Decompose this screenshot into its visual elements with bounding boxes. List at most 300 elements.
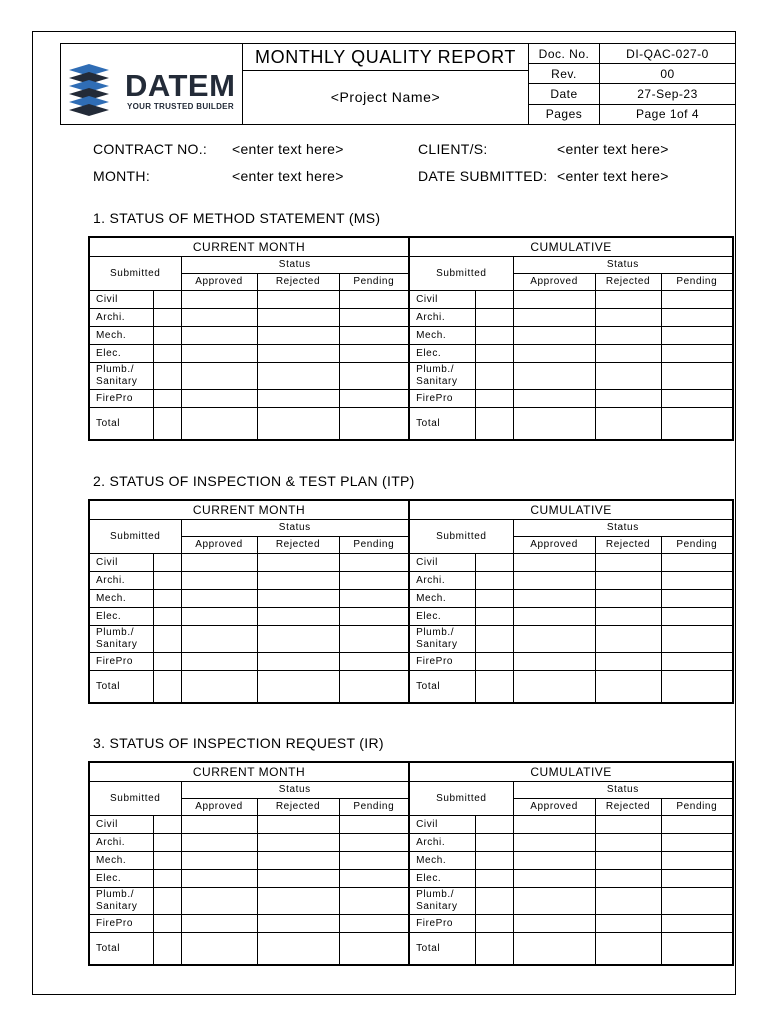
table-row — [89, 363, 733, 390]
discipline-label: Archi. — [89, 572, 153, 590]
table-row — [89, 834, 733, 852]
approved-header: Approved — [513, 274, 595, 291]
entry-cell[interactable] — [595, 572, 661, 590]
entry-cell[interactable] — [475, 345, 513, 363]
entry-cell[interactable] — [257, 671, 339, 704]
entry-cell[interactable] — [475, 915, 513, 933]
entry-cell[interactable] — [339, 408, 409, 441]
submitted-header: Submitted — [409, 257, 513, 291]
table-row — [89, 327, 733, 345]
table-row — [89, 390, 733, 408]
entry-cell[interactable] — [661, 653, 733, 671]
entry-cell[interactable] — [661, 915, 733, 933]
entry-cell[interactable] — [181, 915, 257, 933]
entry-cell[interactable] — [661, 888, 733, 915]
entry-cell[interactable] — [595, 345, 661, 363]
entry-cell[interactable] — [661, 363, 733, 390]
discipline-label: Elec. — [409, 870, 475, 888]
entry-cell[interactable] — [661, 309, 733, 327]
entry-cell[interactable] — [181, 653, 257, 671]
entry-cell[interactable] — [475, 572, 513, 590]
discipline-label: Civil — [409, 554, 475, 572]
entry-cell[interactable] — [257, 852, 339, 870]
discipline-label: Archi. — [409, 834, 475, 852]
entry-cell[interactable] — [153, 852, 181, 870]
discipline-label: Plumb./ Sanitary — [409, 888, 475, 915]
entry-cell[interactable] — [339, 834, 409, 852]
entry-cell[interactable] — [513, 345, 595, 363]
entry-cell[interactable] — [339, 671, 409, 704]
entry-cell[interactable] — [475, 554, 513, 572]
entry-cell[interactable] — [513, 915, 595, 933]
entry-cell[interactable] — [595, 408, 661, 441]
date-submitted-label: DATE SUBMITTED: — [418, 168, 548, 184]
entry-cell[interactable] — [661, 408, 733, 441]
submitted-header: Submitted — [89, 257, 181, 291]
discipline-label: Elec. — [409, 608, 475, 626]
discipline-label: FirePro — [409, 390, 475, 408]
entry-cell[interactable] — [339, 852, 409, 870]
meta-label: Pages — [529, 104, 600, 124]
table-row — [89, 408, 733, 441]
discipline-label: Mech. — [89, 590, 153, 608]
discipline-label: Civil — [89, 554, 153, 572]
entry-cell[interactable] — [475, 834, 513, 852]
meta-value: 00 — [600, 64, 736, 84]
entry-cell[interactable] — [181, 408, 257, 441]
entry-cell[interactable] — [595, 363, 661, 390]
entry-cell[interactable] — [181, 933, 257, 966]
entry-cell[interactable] — [339, 327, 409, 345]
entry-cell[interactable] — [257, 870, 339, 888]
submitted-header: Submitted — [409, 520, 513, 554]
entry-cell[interactable] — [513, 653, 595, 671]
entry-cell[interactable] — [339, 363, 409, 390]
entry-cell[interactable] — [181, 834, 257, 852]
entry-cell[interactable] — [339, 390, 409, 408]
pending-header: Pending — [339, 537, 409, 554]
entry-cell[interactable] — [153, 671, 181, 704]
entry-cell[interactable] — [661, 390, 733, 408]
cumulative-header: CUMULATIVE — [409, 762, 733, 782]
pending-header: Pending — [661, 799, 733, 816]
itp-status-table — [88, 499, 734, 704]
entry-cell[interactable] — [595, 554, 661, 572]
entry-cell[interactable] — [475, 870, 513, 888]
entry-cell[interactable] — [513, 852, 595, 870]
submitted-header: Submitted — [89, 782, 181, 816]
entry-cell[interactable] — [339, 933, 409, 966]
entry-cell[interactable] — [181, 870, 257, 888]
entry-cell[interactable] — [257, 933, 339, 966]
entry-cell[interactable] — [339, 888, 409, 915]
status-header: Status — [513, 257, 733, 274]
report-title: MONTHLY QUALITY REPORT — [243, 44, 529, 71]
entry-cell[interactable] — [257, 327, 339, 345]
table-header-row — [89, 237, 733, 257]
discipline-label: Elec. — [89, 608, 153, 626]
entry-cell[interactable] — [339, 554, 409, 572]
discipline-label: Civil — [89, 291, 153, 309]
entry-cell[interactable] — [475, 309, 513, 327]
entry-cell[interactable] — [595, 590, 661, 608]
table-row — [89, 653, 733, 671]
entry-cell[interactable] — [153, 327, 181, 345]
table-row — [89, 309, 733, 327]
entry-cell[interactable] — [513, 390, 595, 408]
entry-cell[interactable] — [339, 915, 409, 933]
entry-cell[interactable] — [153, 888, 181, 915]
discipline-label: Total — [89, 408, 153, 441]
discipline-label: Archi. — [89, 834, 153, 852]
discipline-label: Archi. — [89, 309, 153, 327]
entry-cell[interactable] — [475, 327, 513, 345]
entry-cell[interactable] — [153, 626, 181, 653]
entry-cell[interactable] — [257, 291, 339, 309]
table-row — [89, 671, 733, 704]
entry-cell[interactable] — [513, 626, 595, 653]
entry-cell[interactable] — [339, 653, 409, 671]
logo-wordmark: DATEM — [125, 68, 236, 103]
discipline-label: Plumb./ Sanitary — [89, 626, 153, 653]
table-row — [89, 572, 733, 590]
entry-cell[interactable] — [153, 291, 181, 309]
entry-cell[interactable] — [661, 590, 733, 608]
entry-cell[interactable] — [339, 626, 409, 653]
entry-cell[interactable] — [513, 554, 595, 572]
entry-cell[interactable] — [595, 852, 661, 870]
pending-header: Pending — [339, 274, 409, 291]
entry-cell[interactable] — [153, 915, 181, 933]
entry-cell[interactable] — [153, 390, 181, 408]
discipline-label: Mech. — [409, 327, 475, 345]
table-row — [89, 870, 733, 888]
meta-row — [529, 104, 735, 124]
pending-header: Pending — [661, 274, 733, 291]
entry-cell[interactable] — [153, 653, 181, 671]
table-row — [89, 888, 733, 915]
entry-cell[interactable] — [595, 933, 661, 966]
entry-cell[interactable] — [181, 327, 257, 345]
discipline-label: Elec. — [89, 870, 153, 888]
table-row — [89, 554, 733, 572]
rejected-header: Rejected — [257, 799, 339, 816]
entry-cell[interactable] — [181, 888, 257, 915]
entry-cell[interactable] — [595, 291, 661, 309]
discipline-label: Mech. — [89, 852, 153, 870]
rejected-header: Rejected — [257, 537, 339, 554]
entry-cell[interactable] — [257, 590, 339, 608]
table-row — [89, 626, 733, 653]
entry-cell[interactable] — [153, 408, 181, 441]
entry-cell[interactable] — [339, 572, 409, 590]
entry-cell[interactable] — [595, 608, 661, 626]
entry-cell[interactable] — [595, 653, 661, 671]
entry-cell[interactable] — [475, 390, 513, 408]
month-field[interactable]: <enter text here> — [232, 168, 344, 184]
table-row — [89, 816, 733, 834]
discipline-label: Plumb./ Sanitary — [89, 888, 153, 915]
discipline-label: Elec. — [89, 345, 153, 363]
discipline-label: Civil — [409, 291, 475, 309]
entry-cell[interactable] — [513, 590, 595, 608]
entry-cell[interactable] — [257, 888, 339, 915]
discipline-label: FirePro — [89, 390, 153, 408]
discipline-label: Total — [409, 408, 475, 441]
rejected-header: Rejected — [595, 537, 661, 554]
pending-header: Pending — [339, 799, 409, 816]
entry-cell[interactable] — [257, 653, 339, 671]
approved-header: Approved — [513, 799, 595, 816]
logo-tagline: YOUR TRUSTED BUILDER — [127, 102, 234, 111]
entry-cell[interactable] — [257, 554, 339, 572]
discipline-label: Plumb./ Sanitary — [409, 363, 475, 390]
entry-cell[interactable] — [595, 834, 661, 852]
entry-cell[interactable] — [595, 816, 661, 834]
entry-cell[interactable] — [661, 608, 733, 626]
client-label: CLIENT/S: — [418, 141, 488, 157]
entry-cell[interactable] — [661, 816, 733, 834]
entry-cell[interactable] — [475, 933, 513, 966]
contract-no-label: CONTRACT NO.: — [93, 141, 208, 157]
entry-cell[interactable] — [153, 554, 181, 572]
entry-cell[interactable] — [513, 327, 595, 345]
entry-cell[interactable] — [181, 852, 257, 870]
discipline-label: Mech. — [409, 590, 475, 608]
entry-cell[interactable] — [181, 626, 257, 653]
entry-cell[interactable] — [475, 590, 513, 608]
discipline-label: Total — [409, 671, 475, 704]
entry-cell[interactable] — [595, 870, 661, 888]
approved-header: Approved — [181, 537, 257, 554]
entry-cell[interactable] — [475, 608, 513, 626]
entry-cell[interactable] — [257, 345, 339, 363]
entry-cell[interactable] — [339, 345, 409, 363]
entry-cell[interactable] — [475, 888, 513, 915]
entry-cell[interactable] — [153, 363, 181, 390]
entry-cell[interactable] — [257, 390, 339, 408]
table-row — [89, 608, 733, 626]
entry-cell[interactable] — [475, 291, 513, 309]
table-header-row — [89, 762, 733, 782]
entry-cell[interactable] — [475, 626, 513, 653]
entry-cell[interactable] — [595, 327, 661, 345]
discipline-label: Plumb./ Sanitary — [409, 626, 475, 653]
cumulative-header: CUMULATIVE — [409, 237, 733, 257]
approved-header: Approved — [513, 537, 595, 554]
entry-cell[interactable] — [257, 915, 339, 933]
meta-value: DI-QAC-027-0 — [600, 44, 736, 64]
entry-cell[interactable] — [153, 834, 181, 852]
entry-cell[interactable] — [475, 653, 513, 671]
status-header: Status — [181, 257, 409, 274]
discipline-label: Total — [409, 933, 475, 966]
discipline-label: FirePro — [409, 915, 475, 933]
meta-label: Rev. — [529, 64, 600, 84]
table-header-row — [89, 257, 733, 274]
entry-cell[interactable] — [661, 933, 733, 966]
discipline-label: FirePro — [89, 653, 153, 671]
section-title-ms: 1. STATUS OF METHOD STATEMENT (MS) — [93, 210, 381, 226]
entry-cell[interactable] — [339, 590, 409, 608]
entry-cell[interactable] — [661, 870, 733, 888]
discipline-label: Civil — [89, 816, 153, 834]
discipline-label: Civil — [409, 816, 475, 834]
entry-cell[interactable] — [181, 608, 257, 626]
entry-cell[interactable] — [181, 291, 257, 309]
entry-cell[interactable] — [153, 608, 181, 626]
table-row — [89, 852, 733, 870]
entry-cell[interactable] — [513, 834, 595, 852]
table-row — [89, 915, 733, 933]
entry-cell[interactable] — [595, 671, 661, 704]
table-header-row — [89, 500, 733, 520]
entry-cell[interactable] — [153, 345, 181, 363]
rejected-header: Rejected — [257, 274, 339, 291]
entry-cell[interactable] — [475, 408, 513, 441]
entry-cell[interactable] — [661, 291, 733, 309]
discipline-label: Mech. — [89, 327, 153, 345]
entry-cell[interactable] — [153, 309, 181, 327]
discipline-label: FirePro — [89, 915, 153, 933]
entry-cell[interactable] — [153, 816, 181, 834]
approved-header: Approved — [181, 274, 257, 291]
entry-cell[interactable] — [153, 572, 181, 590]
entry-cell[interactable] — [475, 852, 513, 870]
contract-no-field[interactable]: <enter text here> — [232, 141, 344, 157]
entry-cell[interactable] — [595, 888, 661, 915]
discipline-label: Archi. — [409, 572, 475, 590]
entry-cell[interactable] — [661, 671, 733, 704]
entry-cell[interactable] — [257, 834, 339, 852]
status-header: Status — [181, 520, 409, 537]
entry-cell[interactable] — [595, 626, 661, 653]
entry-cell[interactable] — [153, 870, 181, 888]
entry-cell[interactable] — [181, 816, 257, 834]
project-name[interactable]: <Project Name> — [243, 71, 529, 124]
entry-cell[interactable] — [181, 572, 257, 590]
entry-cell[interactable] — [475, 671, 513, 704]
current-month-header: CURRENT MONTH — [89, 237, 409, 257]
entry-cell[interactable] — [661, 626, 733, 653]
entry-cell[interactable] — [153, 590, 181, 608]
table-header-row — [89, 782, 733, 799]
current-month-header: CURRENT MONTH — [89, 500, 409, 520]
rejected-header: Rejected — [595, 274, 661, 291]
entry-cell[interactable] — [661, 852, 733, 870]
entry-cell[interactable] — [661, 327, 733, 345]
section-title-itp: 2. STATUS OF INSPECTION & TEST PLAN (ITP) — [93, 473, 415, 489]
approved-header: Approved — [181, 799, 257, 816]
entry-cell[interactable] — [153, 933, 181, 966]
meta-row — [529, 44, 735, 64]
client-field[interactable]: <enter text here> — [557, 141, 669, 157]
logo-cell — [61, 44, 243, 124]
entry-cell[interactable] — [181, 390, 257, 408]
submitted-header: Submitted — [89, 520, 181, 554]
status-header: Status — [181, 782, 409, 799]
discipline-label: Total — [89, 671, 153, 704]
meta-row — [529, 64, 735, 84]
datem-logo-icon — [65, 64, 113, 116]
entry-cell[interactable] — [513, 572, 595, 590]
entry-cell[interactable] — [181, 590, 257, 608]
rejected-header: Rejected — [595, 799, 661, 816]
entry-cell[interactable] — [339, 309, 409, 327]
entry-cell[interactable] — [257, 608, 339, 626]
pending-header: Pending — [661, 537, 733, 554]
entry-cell[interactable] — [475, 816, 513, 834]
entry-cell[interactable] — [661, 834, 733, 852]
entry-cell[interactable] — [595, 309, 661, 327]
entry-cell[interactable] — [513, 309, 595, 327]
entry-cell[interactable] — [257, 626, 339, 653]
entry-cell[interactable] — [595, 390, 661, 408]
entry-cell[interactable] — [181, 554, 257, 572]
entry-cell[interactable] — [257, 363, 339, 390]
current-month-header: CURRENT MONTH — [89, 762, 409, 782]
status-header: Status — [513, 782, 733, 799]
entry-cell[interactable] — [339, 816, 409, 834]
entry-cell[interactable] — [339, 870, 409, 888]
entry-cell[interactable] — [513, 608, 595, 626]
entry-cell[interactable] — [513, 363, 595, 390]
entry-cell[interactable] — [475, 363, 513, 390]
table-row — [89, 291, 733, 309]
entry-cell[interactable] — [661, 554, 733, 572]
entry-cell[interactable] — [257, 408, 339, 441]
table-row — [89, 933, 733, 966]
section-title-ir: 3. STATUS OF INSPECTION REQUEST (IR) — [93, 735, 384, 751]
ms-status-table — [88, 236, 734, 441]
entry-cell[interactable] — [257, 816, 339, 834]
entry-cell[interactable] — [513, 888, 595, 915]
entry-cell[interactable] — [513, 870, 595, 888]
entry-cell[interactable] — [181, 345, 257, 363]
entry-cell[interactable] — [513, 671, 595, 704]
meta-label: Doc. No. — [529, 44, 600, 64]
cumulative-header: CUMULATIVE — [409, 500, 733, 520]
entry-cell[interactable] — [513, 291, 595, 309]
entry-cell[interactable] — [661, 345, 733, 363]
discipline-label: FirePro — [409, 653, 475, 671]
entry-cell[interactable] — [339, 608, 409, 626]
entry-cell[interactable] — [339, 291, 409, 309]
document-header — [60, 43, 736, 125]
entry-cell[interactable] — [661, 572, 733, 590]
entry-cell[interactable] — [257, 572, 339, 590]
entry-cell[interactable] — [181, 363, 257, 390]
entry-cell[interactable] — [595, 915, 661, 933]
entry-cell[interactable] — [181, 309, 257, 327]
discipline-label: Mech. — [409, 852, 475, 870]
submitted-header: Submitted — [409, 782, 513, 816]
table-header-row — [89, 520, 733, 537]
discipline-label: Plumb./ Sanitary — [89, 363, 153, 390]
meta-value: Page 1of 4 — [635, 107, 700, 122]
month-label: MONTH: — [93, 168, 151, 184]
entry-cell[interactable] — [257, 309, 339, 327]
ir-status-table — [88, 761, 734, 966]
entry-cell[interactable] — [513, 408, 595, 441]
meta-row — [529, 84, 735, 104]
discipline-label: Total — [89, 933, 153, 966]
date-submitted-field[interactable]: <enter text here> — [557, 168, 669, 184]
entry-cell[interactable] — [181, 671, 257, 704]
entry-cell[interactable] — [513, 933, 595, 966]
meta-label: Date — [529, 84, 600, 104]
entry-cell[interactable] — [513, 816, 595, 834]
